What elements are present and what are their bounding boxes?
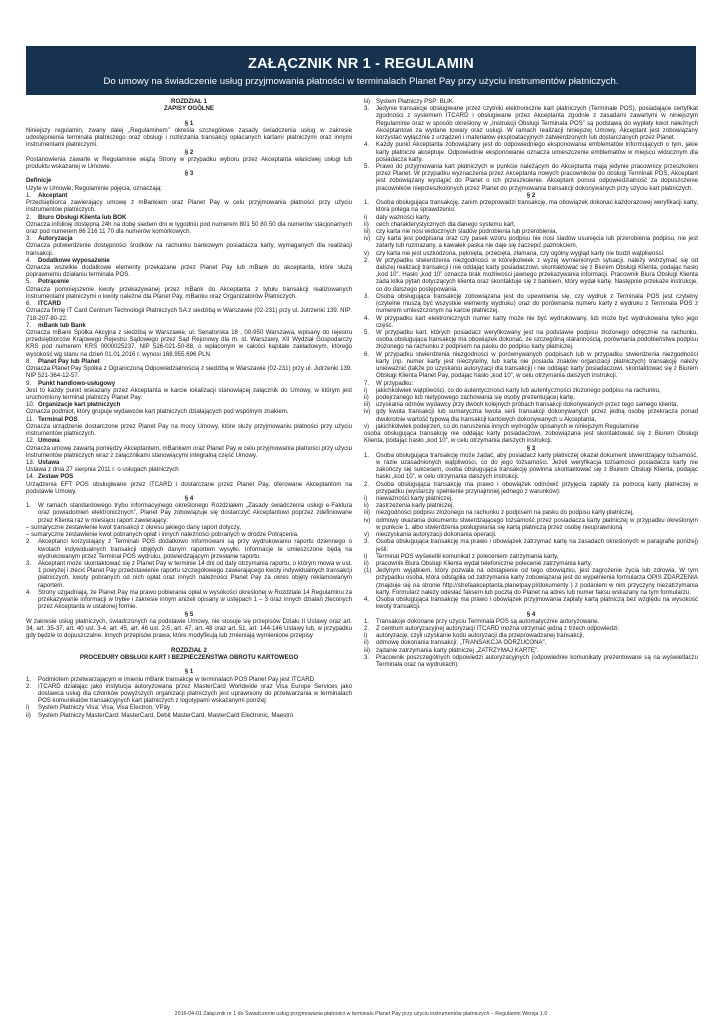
list-marker: 4. [364, 314, 370, 322]
list-item-text: niezgodności podpisu złożonego na rachunku z podpisem na pasku do podpisu karty płatniczej, [376, 509, 634, 517]
list-item [364, 293, 698, 315]
list-marker: iii) [364, 401, 371, 409]
list-item [364, 387, 698, 394]
list-item [364, 380, 698, 387]
list-marker: 3. [364, 292, 370, 300]
list-item [364, 98, 698, 105]
list-item-text: pracownik Biura Obsługi Klienta wydał telefoniczne polecenie zatrzymania karty. [376, 560, 592, 567]
list-marker: v) [364, 422, 370, 430]
list-marker: v) [364, 531, 370, 539]
list-item-text: gdy kwota transakcji lub sumaryczna kwota serii transakcji dokonywanych przez jedną osobę przekracza ponad dwukrotnie wartość typową dla transakcji kartowych dokonywanych u Akceptanta, [376, 408, 698, 423]
list-marker: iv) [364, 516, 371, 524]
list-marker: 1. [26, 675, 32, 683]
list-item [26, 380, 352, 387]
list-marker: 9. [26, 379, 32, 387]
paragraph: Oznacza wszelkie dodatkowe elementy przekazane przez Planet Pay lub mBank do akceptanta, które służą poprawnemu działaniu terminala POS. [26, 264, 352, 279]
list-item [364, 214, 698, 221]
list-marker: (1) [364, 567, 372, 575]
list-item-text: Każdy punkt Akceptanta zobowiązany jest do odpowiedniego eksponowania emblematów informujących o tym, jakie karty płatnicze akceptuje. Odpowiednie eksponowanie oznacza umieszczenie emblematów w miejscu widocznym dla posiadacza karty. [376, 141, 698, 163]
section-heading: PROCEDURY OBSŁUGI KART I BEZPIECZEŃSTWA OBROTU KARTOWEGO [79, 653, 299, 661]
list-item-text: podejrzanego lub nietypowego zachowania się osoby prezentującej kartę, [376, 393, 575, 401]
list-item [364, 596, 698, 610]
document-subtitle: Do umowy na świadczenie usług przyjmowania płatności w terminalach Planet Pay przy użyciu instrumentów płatniczych. [103, 76, 619, 87]
list-item [364, 632, 698, 639]
list-item [26, 560, 352, 589]
list-marker: iii) [364, 646, 371, 654]
paragraph: Oznacza podmiot, który grupuje wydawców kart płatniczych działających pod wspólnym znakiem. [26, 408, 289, 416]
list-item-text: odmowy okazania dokumentu stwierdzającego tożsamość przez posiadacza karty płatniczej w przypadku określonym w punkcie 1, albo stwierdzenia posługiwania się kartą płatniczą przez osobę nieuprawnioną [376, 516, 698, 531]
list-item [26, 502, 352, 524]
list-item [364, 560, 698, 567]
list-item [26, 473, 352, 480]
paragraph: Niniejszy regulamin, zwany dalej „Regulaminem” określa szczegółowe zasady świadczenia usług w zakresie udostępnienia terminala płatniczego oraz obsługi i rozliczania transakcji opłacanych kartami płatniczymi oraz innymi instrumentami płatniczymi. [26, 126, 352, 149]
list-item-text: żądanie zatrzymania karty płatniczej „ZATRZYMAJ KARTĘ”. [376, 646, 539, 654]
list-item-text: W przypadku kart elektronicznych numer karty może nie być wydrukowany, lub może być wydrukowana tylko jego część. [376, 314, 698, 329]
list-marker: 4. [364, 596, 370, 604]
list-item [26, 401, 352, 408]
list-marker: 10. [26, 401, 35, 409]
list-marker: ii) [364, 220, 369, 228]
list-item [364, 509, 698, 516]
list-marker: 1. [26, 502, 32, 510]
list-marker: iii) [364, 509, 371, 517]
list-marker: 1. [26, 191, 32, 199]
list-item-text: odmowę dokonania transakcji: „TRANSAKCJA ODRZUCONA”, [376, 639, 547, 647]
list-marker: 11. [26, 415, 35, 423]
list-item-text: Transakcje dokonane przy użyciu Terminala POS są automatycznie autoryzowane. [376, 617, 600, 625]
spacer [26, 639, 352, 646]
paragraph: Użyte w Umowie, Regulaminie pojęcia, oznaczają: [26, 184, 163, 192]
list-item [26, 712, 352, 719]
list-marker: 5. [364, 329, 370, 336]
definition-term: Zestaw POS [38, 473, 74, 481]
list-item [364, 401, 698, 408]
list-marker: 2. [26, 538, 32, 546]
list-marker: 6. [364, 350, 370, 358]
list-item [364, 639, 698, 646]
list-marker: i) [26, 704, 30, 712]
paragraph: Oznacza umowę zawartą pomiędzy Akceptantem, mBankiem oraz Planet Pay w celu przyjmowania płatności przy użyciu instrumentów płatniczych wraz z załącznikami stanowiącymi integralną część Umowy. [26, 444, 352, 459]
list-item-text: Osoba obsługująca transakcję może żądać, aby posiadacz karty płatniczej okazał dokument stwierdzający tożsamość, w razie uzasadnionych wątpliwości, co do jego tożsamości. Jeżeli weryfikacja tożsamości posiadacza karty nie zakończy się sukcesem, osoba obsługująca transakcję powinna skontaktować się z Biurem Obsługi Klienta, podając hasło „kod 10”, w celu otrzymania dalszych instrukcji. [376, 451, 698, 481]
paragraph: Urządzenia EFT POS obsługiwane przez ITCARD i dostarczane przez Planet Pay, oferowane Akceptantom na podstawie Umowy. [26, 480, 352, 495]
list-item-text: Strony uzgadniają, że Planet Pay ma prawo pobierania opłat w wysokości określonej w Rozdziale 14 Regulaminu za przekazywanie informacji w trybie i zakresie innym aniżeli opisany w ustępach 1 – 3 oraz innych działań zleconych przez Akceptanta w ustalonej formie. [38, 588, 352, 611]
section-heading: § 1 [184, 668, 194, 676]
definition-term: mBank lub Bank [38, 321, 86, 329]
list-item [364, 228, 698, 235]
list-marker: ii) [26, 711, 31, 719]
list-item [364, 423, 698, 430]
list-item-text: Jedynym wyjątkiem, który pozwala na odstąpienie od tego obowiązku, jest zagrożenie życia lub zdrowia. W tym przypadku osoba, która odstąpiła od zatrzymania karty zobowiązana jest do wypełnienia formularza OPIS ZDARZENIA (znajduje się na stronie http://strefaakceptanta.planetpay.pl/dokumenty ) z podaniem w nim przyczyny niezatrzymania karty. Formularz należy odesłać faksem lub pocztą do Planet na adres lub numer faksu wskazany na tym formularzu. [376, 567, 698, 596]
list-marker: 3. [26, 235, 32, 243]
list-marker: 1. [364, 451, 370, 459]
list-item [26, 589, 352, 611]
paragraph: Oznacza infolinię dostępną 24h na dobę siedem dni w tygodniu pod numerem 801 50 80 50 dla numerów stacjonarnych oraz pod numerem 86 216 11 70 dla numerów komórkowych. [26, 220, 352, 235]
list-item [364, 329, 698, 351]
section-heading: § 5 [184, 610, 194, 618]
list-marker: 3. [364, 105, 370, 113]
list-item-text: W przypadku stwierdzenia niezgodności w porównywanych podpisach lub w przypadku stwierdzenia niezgodności karty (np. numer karty jest nieczytelny, lub karta nie posiada znaków organizacji płatniczych) transakcję należy unieważnić (także po uzyskaniu autoryzacji dla transakcji) i nie oddając karty posiadaczowi, skontaktować się z Biurem Obsługi Klienta Planet Pay, podając hasło „kod 10”, w celu otrzymania dalszych instrukcji. [376, 350, 698, 380]
definition-term: Akceptant [38, 191, 68, 199]
list-item [364, 452, 698, 481]
list-item [26, 257, 352, 264]
list-item-text: System Płatniczy MasterCard: MasterCard, Debit MasterCard, MasterCard Electronic, Maestro [38, 711, 294, 719]
list-marker: 5. [364, 162, 370, 170]
paragraph: Oznacza mBank Spółka Akcyjna z siedzibą w Warszawie, ul. Senatorska 18 , 00-950 Warszawa, wpisany do rejestru przedsiębiorców Krajowego Rejestru Sądowego przez Sąd Rejonowy dla m. st. Warszawy, XII Wydział Gospodarczy KRS pod numerem KRS 0000025237, NIP 526-021-50-88, o wpłaconym w całości kapitale zakładowym, którego wysokość wg stanu na dzień 01.01.2016 r. wynosi 168.955.696 PLN. [26, 329, 352, 358]
list-marker: iv) [364, 235, 371, 243]
definition-term: Biuro Obsługi Klienta lub BOK [38, 213, 127, 221]
list-item [364, 538, 698, 552]
list-marker: 12. [26, 437, 35, 445]
section-heading: § 1 [184, 119, 194, 127]
paragraph: Definicje [26, 177, 52, 185]
list-item-text: Jedynie transakcje obsługiwane przez czytniki elektroniczne kart płatniczych (Terminale POS), posiadające certyfikat zgodności z systemem ITCARD i obsługiwane przez Akceptanta zgodnie z zasadami zawartymi w niniejszym Regulaminie oraz w sposób określony w „Instrukcji Obsługi Terminala POS” są podstawą do wypłaty kwot należnych Akceptantowi za wydane towary oraz usługi. W ramach realizacji niniejszej Umowy, Akceptant jest zobowiązany korzystać wyłącznie z urządzeń i materiałów eksploatacyjnych zatwierdzonych lub dostarczanych przez Planet. [376, 105, 698, 142]
list-marker: i) [364, 552, 368, 560]
list-item-text: daty ważności karty, [376, 213, 431, 221]
list-item-text: zastrzeżenia karty płatniczej, [376, 502, 454, 510]
paragraph: osoba obsługująca transakcję nie oddając karty posiadaczowi, zobowiązana jest skontaktować się z Biurem Obsługi Klienta, podając hasło „kod 10”, w celu otrzymania dalszych instrukcji. [364, 430, 698, 445]
list-marker: ii) [364, 639, 369, 647]
list-marker: i) [364, 386, 368, 394]
paragraph: Postanowienia zawarte w Regulaminie wiążą Strony w przypadku wyboru przez Akceptanta właściwej usługi lub produktu wskazanej w Umowie. [26, 155, 352, 170]
list-item-text: Z centrum autoryzacyjnej autoryzacji ITCARD można otrzymać jedną z trzech odpowiedzi: [376, 624, 620, 632]
section-heading: § 3 [184, 170, 194, 178]
list-marker: 1. [364, 617, 370, 625]
list-marker: i) [364, 213, 368, 221]
list-item-text: Podmiotem przetwarzającym w imieniu mBank transakcje w terminalach POS Planet Pay jest ITCARD. [38, 675, 316, 683]
right-column [364, 98, 698, 668]
list-item-text: autoryzację, czyli uzyskanie kodu autoryzacji dla przeprowadzanej transakcji, [376, 632, 584, 640]
paragraph: W zakresie usług płatniczych, świadczonych na podstawie Umowy, nie stosuje się przepisów Działu II Ustawy oraz art. 34, art. 35-37, art. 40 ust. 3-4, art. 45, art. 46 ust. 2-5, art. 47, art. 48 oraz art. 51, art. 144-146 Ustawy lub, w przypadku gdy będzie to dopuszczalne, innych przepisów prawa, które modyfikują lub zmieniają wymienione przepisy [26, 617, 352, 640]
list-item-text: Terminal POS wyświetlił komunikat z poleceniem zatrzymania karty, [376, 552, 559, 560]
section-heading: § 2 [526, 191, 536, 199]
list-item [364, 553, 698, 560]
list-item-text: W przypadku: [376, 379, 414, 387]
paragraph: Oznacza urządzenie dostarczone przez Planet Pay na mocy Umowy, które służy przyjmowaniu płatności przy użyciu instrumentów płatniczych. [26, 422, 352, 438]
list-marker: 4. [26, 588, 32, 596]
list-item [26, 358, 352, 365]
list-item [364, 531, 698, 538]
list-item-text: System Płatniczy PSP: BLIK [376, 98, 453, 105]
list-item [26, 278, 352, 285]
list-item [364, 351, 698, 380]
list-item-text: System Płatniczy Visa: Visa, Visa Electron, VPay [38, 704, 171, 712]
list-marker: 2. [26, 213, 32, 221]
list-marker: 1. [364, 199, 370, 207]
document-banner [26, 46, 696, 95]
list-item-text: Akceptant może skontaktować się z Planet Pay w terminie 14 dni od daty otrzymania raportu, o którym mowa w ust. 1 powyżej i zlecić Planet Pay przedstawienie raportu szczegółowego zawierającego kwoty indywidualnych transakcji płatniczych, kwoty pobranych od nich opłat oraz innych należności Planet Pay za okres objęty reklamowanym raportem. [38, 560, 352, 589]
list-item-text: jakichkolwiek wątpliwości, co do autentyczności karty lub autentyczności złożonego podpisu na rachunku, [376, 386, 661, 394]
definition-term: Terminal POS [38, 415, 78, 423]
document-title: ZAŁĄCZNIK NR 1 - REGULAMIN [248, 56, 474, 72]
list-item-text: ITCARD działając jako instytucja autoryzowana przez MasterCard Worldwide oraz Visa Europe Services jako dostawca usług dla członków powyższych organizacji płatniczych jest uprawniony do przetwarzania w terminalach POS komunikatów transakcyjnych kart płatniczych z logotypami wskazanymi poniżej: [38, 682, 352, 705]
paragraph: Oznacza Planet Pay Spółka z Ograniczoną Odpowiedzialnością z siedzibą w Warszawie (02-231) przy ul. Jutrzenki 139. NIP 521-364-12-57. [26, 365, 352, 380]
list-marker: 6. [26, 300, 32, 308]
paragraph: Przedsiębiorca zawierający umowę z mBankiem oraz Planet Pay w celu przyjmowania płatności przy użyciu instrumentów płatniczych. [26, 199, 352, 214]
list-marker: 3. [364, 538, 370, 546]
list-item [364, 257, 698, 293]
list-item-text: Osoba obsługująca transakcję, zanim przeprowadzi transakcję, ma obowiązek dokonać każdorazowej weryfikacji karty, która polega na sprawdzeniu: [376, 199, 698, 214]
definition-term: Ustawa [38, 458, 60, 466]
list-item [364, 625, 698, 632]
definition-term: Potrącenie [38, 278, 70, 286]
list-item [364, 408, 698, 422]
list-item-text: Osoba obsługująca transakcję zobowiązana jest do upewnienia się, czy wydruk z Terminala POS jest czytelny (czytelne muszą być wszystkie elementy wydruku) oraz do porównania numeru karty z wydruku z Terminala POS z numerem umieszczonym na karcie płatniczej. [376, 292, 698, 315]
list-item [364, 567, 698, 596]
list-item [26, 300, 352, 307]
list-item [364, 517, 698, 531]
section-heading: ROZDZIAŁ 2 [171, 646, 207, 654]
definition-term: Umowa [38, 437, 60, 445]
list-marker: i) [364, 632, 368, 640]
list-marker: 13. [26, 458, 35, 466]
paragraph: Ustawa z dnia 27 sierpnia 2011 r. o usługach płatniczych [26, 466, 179, 474]
list-marker: 2. [364, 256, 370, 264]
section-heading: § 3 [526, 444, 536, 452]
list-item [26, 322, 352, 329]
paragraph: Oznacza pomniejszenie kwoty przekazywanej przez mBank do Akceptanta z tytułu transakcji realizowanych instrumentami płatniczymi o kwoty należne dla Planet Pay, mBanku oraz Organizatorów Płatniczych. [26, 285, 352, 300]
list-marker: 7. [26, 321, 32, 329]
list-item-text: czy karta nie jest uszkodzona, pęknięta, przecięta, złamana, czy ogólny wygląd karty nie budzi wątpliwości. [376, 249, 665, 257]
list-item [364, 105, 698, 141]
list-item [26, 416, 352, 423]
definition-term: Organizacje kart płatniczych [38, 401, 121, 409]
list-item [26, 192, 352, 199]
list-item [26, 704, 352, 711]
list-item [364, 250, 698, 257]
list-marker: 3. [364, 653, 370, 661]
list-marker: 5. [26, 278, 32, 286]
list-item-text: Osoba obsługująca transakcję ma prawo i obowiązek zatrzymać kartę na zasadach określonych w paragrafie poniżej) jeśli: [376, 538, 698, 553]
left-column [26, 98, 352, 719]
list-item [26, 676, 352, 683]
list-item [364, 315, 698, 329]
list-item-text: uzyskania odmów wydawcy przy dwóch kolejnych próbach transakcji dokonywanych przez tego samego klienta, [376, 401, 679, 409]
section-heading: ZAPISY OGÓLNE [164, 105, 214, 113]
list-item-text: W ramach standardowego trybu informacyjnego określonego Rozdziałem „Zasady świadczenia usługi e-Faktura oraz powiadomień elektronicznych”, Planet Pay zobowiązuje się dostarczyć Akceptantowi poprzez zdefiniowane przez Klienta raz w miesiącu raport zawierający: [38, 502, 352, 524]
spacer [26, 112, 352, 119]
list-marker: 4. [26, 256, 32, 264]
list-marker: iv) [364, 408, 371, 416]
section-heading: § 2 [184, 148, 194, 156]
list-marker: 14. [26, 473, 35, 481]
list-item-text: cech charakterystycznych dla danego systemu kart, [376, 220, 516, 228]
paragraph: Jest to każdy punkt wskazany przez Akceptanta w karcie lokalizacji stanowiącej załącznik do Umowy, w którym jest uruchomiony terminal płatniczy Planet Pay. [26, 386, 352, 401]
list-marker: i) [364, 495, 368, 503]
list-item [364, 495, 698, 502]
list-item [26, 214, 352, 221]
definition-term: Dodatkowe wyposażenie [38, 256, 110, 264]
definition-term: Autoryzacja [38, 235, 73, 243]
list-marker: 7. [364, 379, 370, 387]
list-marker: 4. [364, 141, 370, 149]
list-item-text: Prawo do przyjmowania kart płatniczych w punkcie należącym do Akceptanta mają jedynie pracownicy przeszkoleni przez Planet. W przypadku wyznaczenia przez Akceptanta nowych pracowników do obsługi Terminali POS, Akceptant jest zobowiązany wystąpić do Planet o ich przeszkolenie. Akceptant ponosi odpowiedzialność za dopuszczenie pracowników nieprzeszkolonych przez Planet do przyjmowania transakcji dokonywanych przy użyciu kart płatniczych. [376, 162, 698, 192]
list-item [26, 459, 352, 466]
list-marker: 8. [26, 357, 32, 365]
list-item-text: W przypadku stwierdzenia niezgodności w którejkolwiek z wyżej wymienionych sytuacji, należy wstrzymać się od dalszej realizacji transakcji i nie oddając karty posiadaczowi, skontaktować się z Biurem Obsługi Klienta, podając hasło „kod 10”. Hasło „kod 10” oznacza brak możliwości jawnego przekazywania informacji. Pracownik Biura Obsługi Klienta zada kilka pytań dotyczących klienta oraz skontaktuje się z bankiem, który wydał kartę. Następnie przekaże instrukcje, co do dalszego postępowania. [376, 256, 698, 293]
list-item [364, 481, 698, 495]
list-item-text: Osoba obsługująca transakcję ma prawo i obowiązek odmówić przyjęcia zapłaty za pomocą karty płatniczej w przypadku (wystarczy spełnienie przynajmniej jednego z warunków): [376, 480, 698, 495]
list-marker: ii) [364, 393, 369, 401]
list-item [26, 437, 352, 444]
section-heading: § 4 [526, 610, 536, 618]
list-item-text: W przypadku kart, których posiadacz weryfikowany jest na podstawie podpisu złożonego odręcznie na rachunku, osoba obsługująca transakcję ma obowiązek dokonać, ze szczególną starannością, porównania podobieństwa podpisu złożonego na rachunku z podpisem na pasku do podpisu karty płatniczej. [376, 329, 698, 351]
list-item-text: nieuzyskania autoryzacji dokonania operacji. [376, 531, 497, 539]
paragraph: Oznacza firmę IT Card Centrum Technologii Płatniczych SA z siedzibą w Warszawie (02-231) przy ul. Jutrzenki 139. NIP: 718-207-80-22. [26, 307, 352, 322]
definition-term: Punkt handlowo-usługowy [38, 379, 116, 387]
list-item [364, 618, 698, 625]
list-item [364, 502, 698, 509]
list-item [364, 654, 698, 668]
list-marker: ii) [364, 502, 369, 510]
list-item [364, 163, 698, 192]
list-marker: iii) [364, 227, 371, 235]
list-item-text: Osoba obsługująca transakcję ma prawo i obowiązek przyjmowania zapłaty kartą płatniczą bez względu na wysokość kwoty transakcji. [376, 596, 698, 611]
section-heading: § 4 [184, 495, 194, 503]
list-item [364, 141, 698, 163]
list-item-text: nieważności karty płatniczej, [376, 495, 453, 503]
list-item-text: Akceptanci korzystający z Terminali POS dodatkowo informowani są przy wydrukowaniu raportu dziennego o kwotach indywidualnych transakcji objętych danym raportem wysyłki. Informacje te umieszczone będą na wydrukowanym przez Terminal POS wydruku, potwierdzającym przesłanie raportu. [38, 538, 352, 560]
list-item [26, 538, 352, 560]
list-item-text: czy karta nie nosi widocznych śladów podrobienia lub przerobienia, [376, 227, 558, 235]
list-marker: v) [364, 249, 370, 257]
list-item [364, 235, 698, 249]
list-item [26, 683, 352, 705]
paragraph: Oznacza potwierdzenie dostępności środków na rachunku bankowym posiadacza karty, wymaganych dla realizacji transakcji. [26, 242, 352, 257]
list-item [26, 235, 352, 242]
list-marker: iii) [364, 98, 371, 105]
page-footer: 2016-04-01 Załącznik nr 1 do Świadczenie usług przyjmowania płatności w terminalu Planet Pay przy użyciu instrumentów płatniczych – Regulamin Wersja 1.0 [174, 1011, 548, 1017]
list-item-text: czy karta jest podpisana oraz czy pasek wzoru podpisu nie nosi śladów usunięcia lub przerobienia podpisu, nie jest zatarty lub rozmazany, a kawałek paska nie daje się zaczepić paznokciem, [376, 235, 698, 250]
paragraph: – sumaryczne zestawienie kwot pobranych opłat i innych należności pobranych w drodze Potrącenia. [26, 531, 299, 539]
list-item-text: jakichkolwiek podejrzeń, co do naruszenia innych wymogów opisanych w niniejszym Regulaminie [376, 422, 639, 430]
list-marker: 2. [26, 682, 32, 690]
section-heading: ROZDZIAŁ 1 [171, 98, 207, 105]
list-item-text: Pracownik poszczególnych odpowiedzi autoryzacyjnych (odpowiednie komunikaty prezentowane są na wyświetlaczu Terminala oraz na wydrukach): [376, 653, 698, 669]
definition-term: ITCARD [38, 300, 62, 308]
list-item [364, 647, 698, 654]
list-marker: 2. [364, 480, 370, 488]
list-item [364, 199, 698, 213]
list-item [364, 221, 698, 228]
list-marker: 2. [364, 624, 370, 632]
definition-term: Planet Pay lub Planet [38, 357, 100, 365]
list-marker: ii) [364, 560, 369, 567]
spacer [26, 661, 352, 668]
paragraph: – sumaryczne zestawienie kwot transakcji z okresu jakiego dany raport dotyczy, [26, 523, 241, 531]
list-marker: 3. [26, 560, 32, 567]
list-item [364, 394, 698, 401]
